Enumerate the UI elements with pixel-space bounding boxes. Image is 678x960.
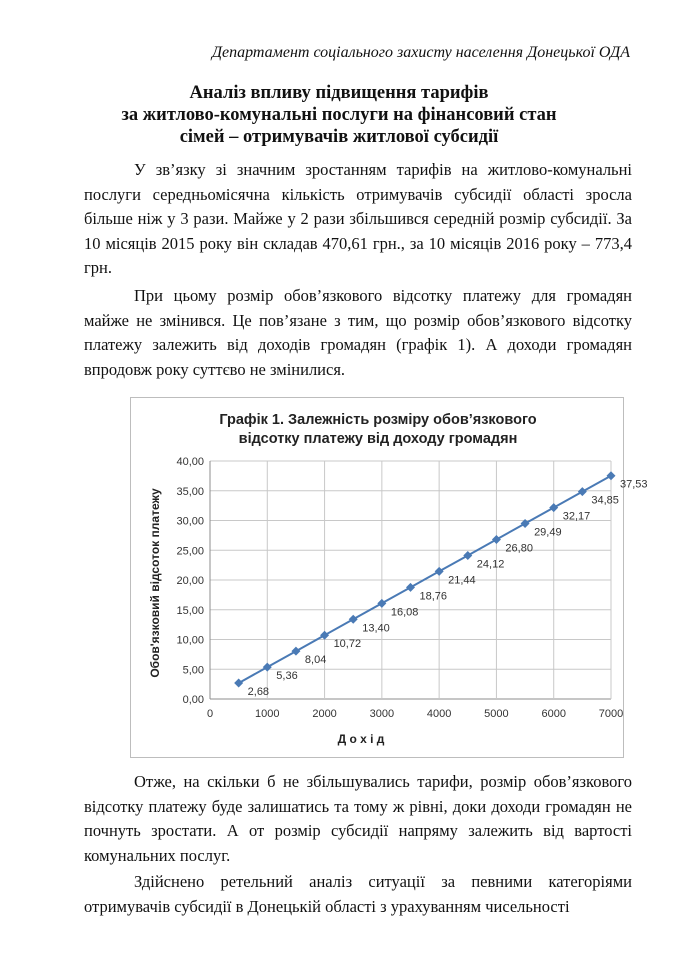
x-tick-label: 6000 (541, 708, 566, 720)
title-line: Аналіз впливу підвищення тарифів (189, 83, 489, 103)
y-axis-label: Обов'язковий відсоток платежу (148, 488, 162, 678)
data-point-marker (349, 615, 358, 624)
x-tick-label: 1000 (255, 708, 280, 720)
data-label: 2,68 (247, 686, 270, 699)
title-line: сімей – отримувачів житлової субсидії (179, 127, 499, 147)
y-tick-label: 10,00 (176, 634, 204, 647)
document-title (0, 82, 678, 148)
department-header: Департамент соціального захисту населення Донецької ОДА (211, 44, 630, 61)
y-tick-label: 15,00 (176, 604, 204, 617)
data-point-marker (549, 503, 558, 512)
y-tick-label: 25,00 (176, 545, 204, 558)
data-label: 5,36 (276, 670, 298, 683)
y-tick-label: 20,00 (176, 575, 204, 587)
data-label: 37,53 (620, 478, 648, 491)
data-label: 29,49 (534, 526, 562, 539)
data-label: 34,85 (591, 494, 619, 507)
x-tick-label: 2000 (312, 708, 337, 720)
data-point-marker (435, 567, 444, 576)
data-point-marker (377, 599, 386, 608)
x-tick-label: 0 (206, 708, 214, 720)
chart-title-line2: відсотку платежу від доходу громадян (238, 431, 518, 447)
data-point-marker (406, 583, 415, 592)
x-axis-label: Д о х і д (337, 732, 385, 746)
x-tick-label: 3000 (369, 708, 395, 720)
data-label: 21,44 (448, 574, 476, 587)
data-point-marker (607, 471, 616, 480)
paragraph: При цьому розмір обов’язкового відсотку платежу для громадян майже не змінився. Це пов’язане з тим, що розмір обов’язкового відсотку платежу залежить від доходів громадян (графік 1). А доходи громадян впродовж року суттєво не змінилися. (84, 286, 632, 379)
title-line: за житлово-комунальні послуги на фінансовий стан (121, 105, 557, 125)
data-point-marker (578, 487, 587, 496)
data-point-marker (263, 663, 272, 672)
data-point-marker (291, 647, 300, 656)
x-tick-label: 4000 (426, 708, 452, 720)
chart-frame (130, 397, 648, 758)
y-tick-label: 5,00 (182, 664, 204, 677)
x-tick-label: 5000 (484, 708, 509, 720)
y-tick-label: 0,00 (182, 694, 204, 706)
data-label: 18,76 (419, 590, 448, 603)
data-label: 24,12 (476, 558, 505, 571)
chart-title-line1: Графік 1. Залежність розміру обов’язкового (219, 412, 537, 428)
y-tick-label: 40,00 (176, 456, 204, 468)
data-point-marker (234, 679, 243, 688)
data-point-marker (320, 631, 329, 640)
data-label: 32,17 (562, 510, 591, 523)
data-label: 8,04 (304, 654, 327, 667)
x-tick-label: 7000 (598, 708, 624, 720)
data-label: 26,80 (505, 542, 533, 555)
paragraph: Отже, на скільки б не збільшувались тарифи, розмір обов’язкового відсотку платежу буде залишатись та тому ж рівні, доки доходи громадян не почнуть зростати. А от розмір субсидії напряму залежить від вартості комунальних послуг. (84, 772, 632, 865)
paragraph: Здійснено ретельний аналіз ситуації за певними категоріями отримувачів субсидії в Донецькій області з урахуванням чисельності (84, 872, 632, 916)
data-point-marker (463, 551, 472, 560)
y-tick-label: 30,00 (176, 515, 204, 528)
line-chart (131, 398, 648, 759)
y-tick-label: 35,00 (176, 485, 204, 498)
data-label: 13,40 (362, 622, 390, 635)
data-label: 16,08 (390, 606, 419, 619)
data-point-marker (492, 535, 501, 544)
data-label: 10,72 (333, 638, 362, 651)
paragraph: У зв’язку зі значним зростанням тарифів на житлово-комунальні послуги середньомісячна кількість отримувачів субсидії області зросла більше ніж у 3 рази. Майже у 2 рази збільшився середній розмір субсидії. За 10 місяців 2015 року він складав 470,61 грн., за 10 місяців 2016 року – 773,4 грн. (84, 160, 632, 277)
